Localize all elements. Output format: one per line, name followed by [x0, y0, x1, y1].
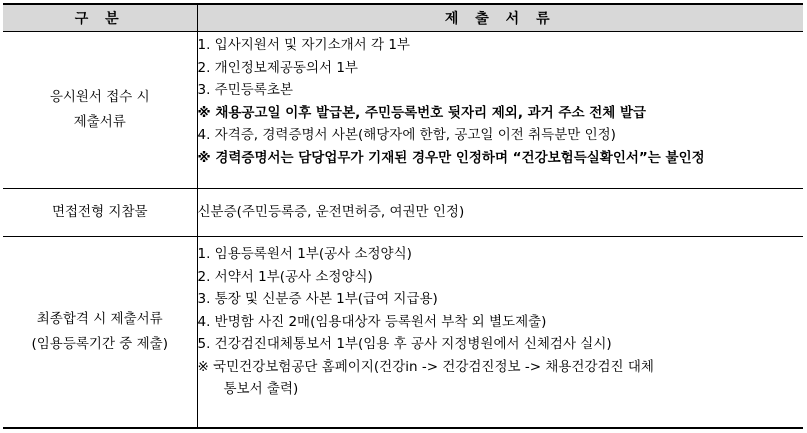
header-category: 구 분: [3, 4, 197, 32]
note-item: ※ 경력증명서는 담당업무가 기재된 경우만 인정하며 “건강보험득실확인서”는 불인정: [197, 149, 705, 166]
note-item: ※ 국민건강보험공단 홈페이지(건강in -> 건강검진정보 -> 채용건강검진 대체: [197, 358, 654, 375]
row-label-line: 제출서류: [73, 114, 126, 130]
table-row: [3, 237, 803, 429]
row-label-interview: [3, 189, 197, 237]
submission-documents-table: [3, 3, 803, 429]
table-row: [3, 32, 803, 189]
header-documents: 제 출 서 류: [197, 4, 803, 32]
table-row: [3, 189, 803, 237]
list-item: 3. 주민등록초본: [197, 82, 293, 98]
list-item: 3. 통장 및 신분증 사본 1부(급여 지급용): [197, 291, 438, 307]
row-label-line: 면접전형 지참물: [51, 204, 148, 220]
list-item: 1. 입사지원서 및 자기소개서 각 1부: [197, 37, 410, 53]
list-item: 신분증(주민등록증, 운전면허증, 여권만 인정): [197, 204, 465, 221]
row-label-application: [3, 32, 197, 189]
row-content-final: [197, 237, 803, 429]
row-content-application: [197, 32, 803, 189]
table-header-row: [3, 4, 803, 32]
list-item: 1. 임용등록원서 1부(공사 소정양식): [197, 246, 412, 262]
note-item-continued: 통보서 출력): [223, 381, 299, 397]
list-item: 4. 자격증, 경력증명서 사본(해당자에 한함, 공고일 이전 취득분만 인정): [197, 127, 616, 143]
list-item: 4. 반명함 사진 2매(임용대상자 등록원서 부착 외 별도제출): [197, 313, 547, 330]
row-label-final: [3, 237, 197, 429]
row-label-line: 응시원서 접수 시: [49, 89, 150, 105]
row-content-interview: [197, 189, 803, 237]
list-item: 2. 개인정보제공동의서 1부: [197, 59, 358, 76]
row-label-line: 최종합격 시 제출서류: [36, 311, 163, 327]
list-item: 5. 건강검진대체통보서 1부(임용 후 공사 지정병원에서 신체검사 실시): [197, 336, 612, 352]
note-item: ※ 채용공고일 이후 발급본, 주민등록번호 뒷자리 제외, 과거 주소 전체 발급: [197, 104, 647, 121]
list-item: 2. 서약서 1부(공사 소정양식): [197, 268, 373, 285]
row-label-line: (임용등록기간 중 제출): [31, 336, 168, 352]
